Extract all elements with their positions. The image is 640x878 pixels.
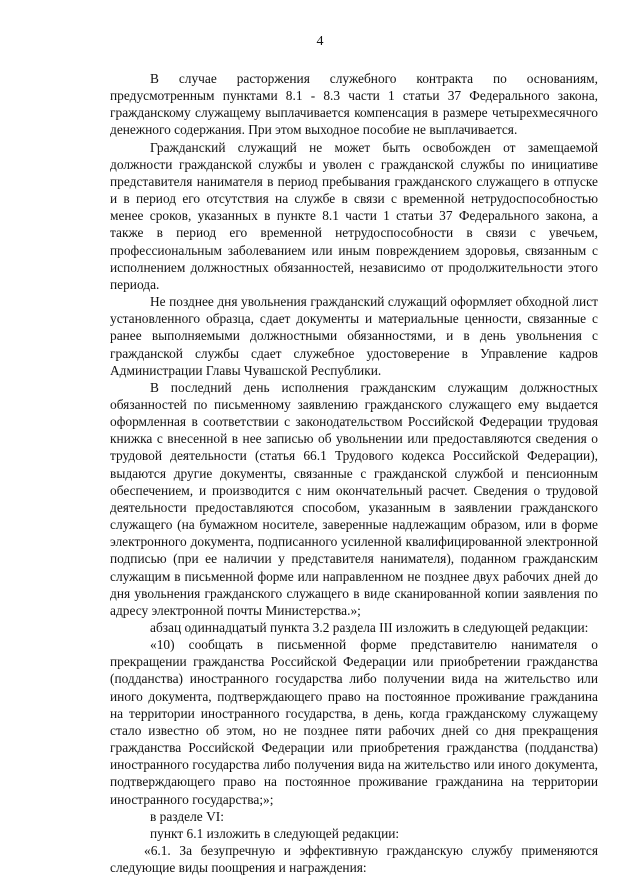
paragraph-rewards: «6.1. За безупречную и эффективную гражданскую службу применяются следующие виды поощрения и награждения: [110,843,598,876]
paragraph-section-vi: в разделе VI: [150,808,224,824]
document-body [110,70,598,876]
paragraph-item-10: «10) сообщать в письменной форме представителю нанимателя о прекращении гражданства Российской Федерации или приобретении гражданства (подданства) иностранного государства либо получении вида на жительство или иного документа, подтверждающего право на постоянное проживание гражданина на территории иностранного государства, в день, когда гражданскому служащему стало известно об этом, но не позднее пяти рабочих дней со дня прекращения гражданства Российской Федерации или приобретения гражданства (подданства) иностранного государства либо получения вида на жительство или иного документа, подтверждающего право на постоянное проживание гражданина на территории иностранного государства;»; [110,637,598,807]
paragraph-dismissal-restriction: Гражданский служащий не может быть освобожден от замещаемой должности гражданской службы и уволен с гражданской службы по инициативе представителя нанимателя в период пребывания гражданского служащего в отпуске и в период его отсутствия на службе в связи с временной нетрудоспособностью менее сроков, указанных в пункте 8.1 части 1 статьи 37 Федерального закона, а также в период его временной нетрудоспособности в связи с увечьем, профессиональным заболеванием или иным повреждением здоровья, связанным с исполнением должностных обязанностей, независимо от продолжительности этого периода. [110,139,598,292]
paragraph-amendment-3-2: абзац одиннадцатый пункта 3.2 раздела III изложить в следующей редакции: [150,620,589,635]
page-number: 4 [316,34,324,49]
paragraph-compensation: В случае расторжения служебного контракта по основаниям, предусмотренным пунктами 8.1 - 8.3 части 1 статьи 37 Федерального закона, гражданскому служащему выплачивается компенсация в размере четырехмесячного денежного содержания. При этом выходное пособие не выплачивается. [110,71,598,138]
paragraph-last-day-documents: В последний день исполнения гражданским служащим должностных обязанностей по письменному заявлению гражданского служащего ему выдается оформленная в соответствии с законодательством Российской Федерации трудовая книжка с внесенной в нее записью об увольнении или предоставляются сведения о трудовой деятельности (статья 66.1 Трудового кодекса Российской Федерации), выдаются другие документы, связанные с гражданской службой и пенсионным обеспечением, и производится с ним окончательный расчет. Сведения о трудовой деятельности предоставляются способом, указанным в заявлении гражданского служащего (на бумажном носителе, заверенные надлежащим образом, или в форме электронного документа, подписанного усиленной квалифицированной электронной подписью (при ее наличии у представителя нанимателя), поданном гражданским служащим в письменной форме или направленном не позднее двух рабочих дней до дня увольнения гражданского служащего в виде сканированной копии заявления по адресу электронной почты Министерства.»; [110,379,598,618]
paragraph-point-6-1: пункт 6.1 изложить в следующей редакции: [150,825,400,841]
paragraph-clearance-sheet: Не позднее дня увольнения гражданский служащий оформляет обходной лист установленного образца, сдает документы и материальные ценности, связанные с ранее выполняемыми должностными обязанностями, и в день увольнения с гражданской службы сдает служебное удостоверение в Управление кадров Администрации Главы Чувашской Республики. [110,294,598,378]
